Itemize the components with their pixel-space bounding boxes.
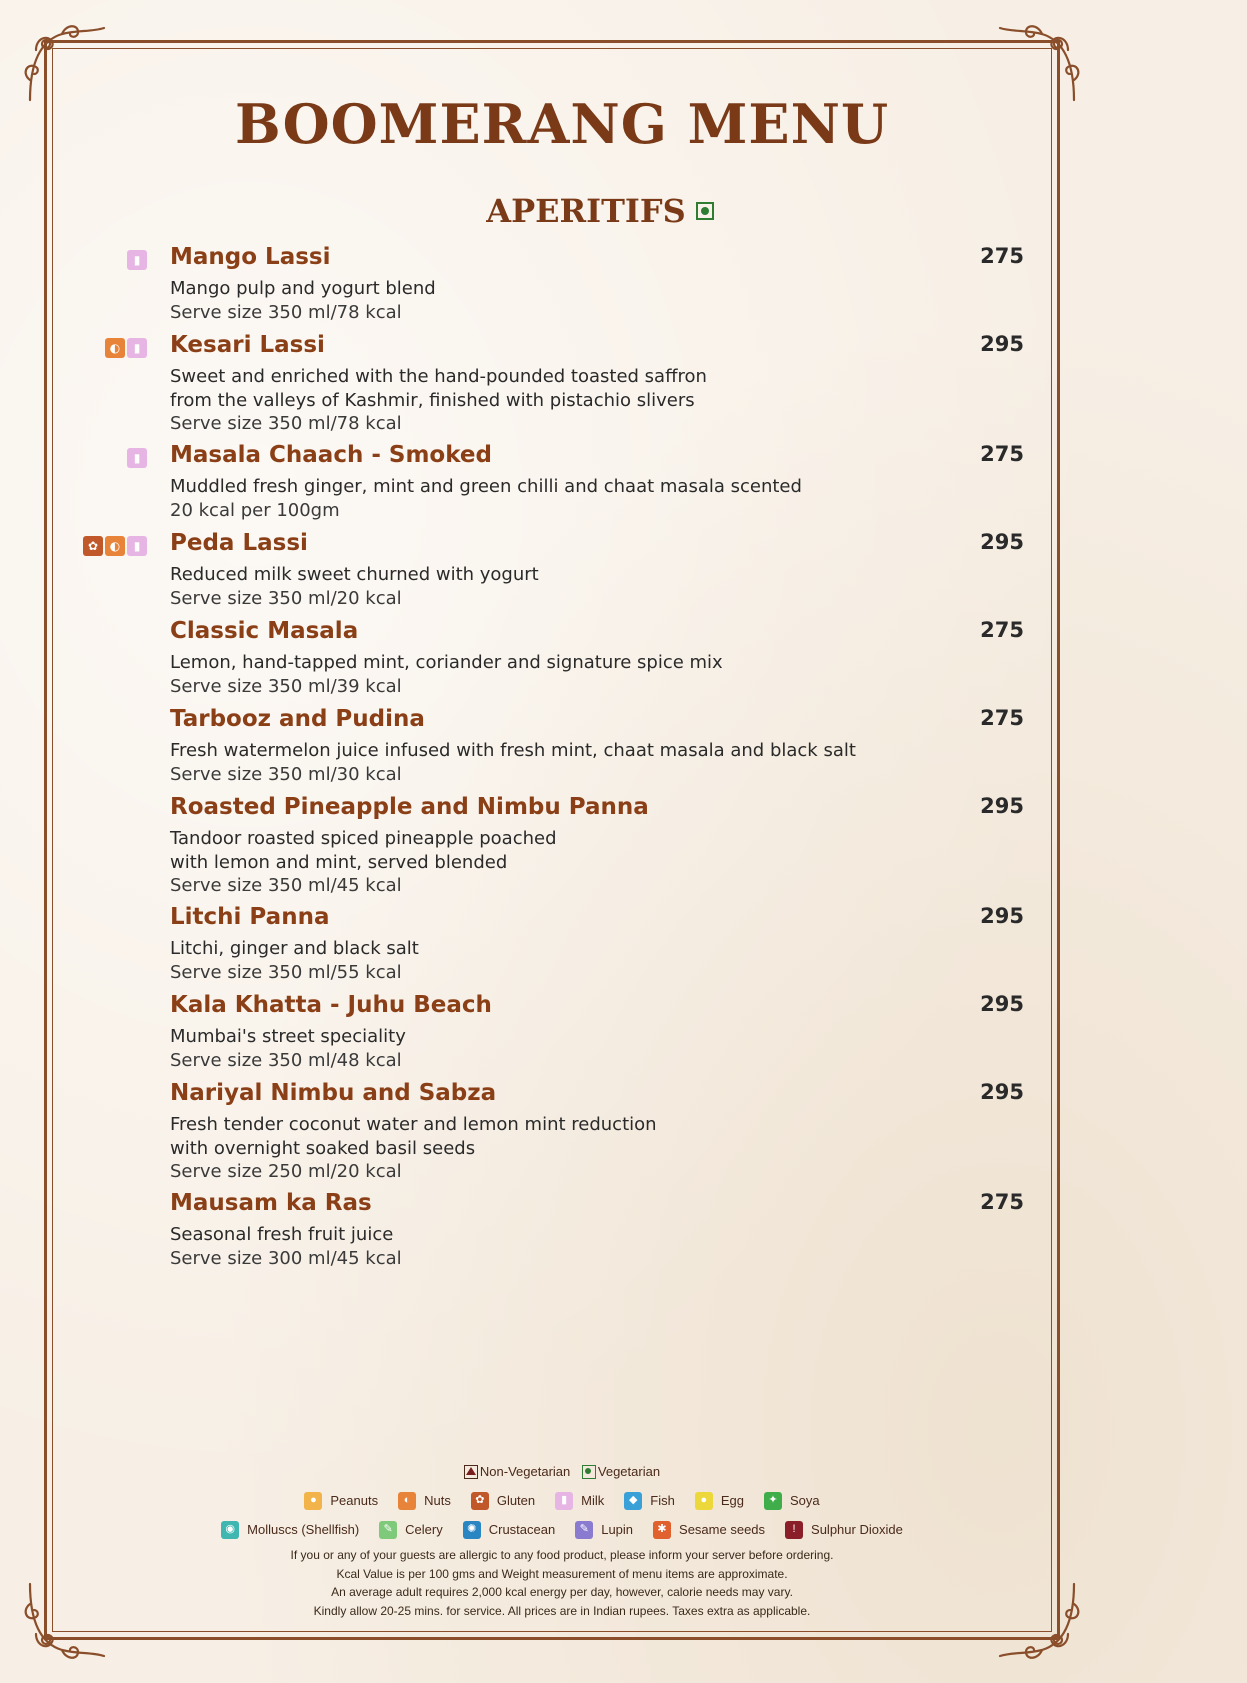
item-description: Sweet and enriched with the hand-pounded toasted saffron bbox=[170, 366, 707, 387]
item-description: with overnight soaked basil seeds bbox=[170, 1137, 476, 1159]
item-name: Peda Lassi bbox=[170, 530, 308, 556]
celery-icon: ✎ bbox=[379, 1521, 397, 1539]
lupin-icon: ✎ bbox=[575, 1521, 593, 1539]
milk-icon: ▮ bbox=[127, 250, 147, 270]
section-heading bbox=[0, 192, 1200, 230]
legend-veg-label: Vegetarian bbox=[597, 1464, 661, 1479]
legend-label: Sulphur Dioxide bbox=[811, 1522, 903, 1537]
item-description: Litchi, ginger and black salt bbox=[170, 938, 419, 959]
peanut-icon: ● bbox=[304, 1492, 322, 1510]
sesame-icon: ✱ bbox=[653, 1521, 671, 1539]
wheat-icon: ✿ bbox=[471, 1492, 489, 1510]
legend-sulphur bbox=[785, 1521, 903, 1539]
item-description: Reduced milk sweet churned with yogurt bbox=[170, 564, 539, 585]
legend-label: Nuts bbox=[424, 1493, 451, 1508]
non-vegetarian-icon bbox=[464, 1465, 478, 1479]
milk-icon: ▮ bbox=[555, 1492, 573, 1510]
milk-icon: ▮ bbox=[127, 338, 147, 358]
legend-gluten bbox=[471, 1492, 535, 1510]
menu-title: BOOMERANG MENU bbox=[234, 92, 890, 156]
item-serve-size: Serve size 350 ml/39 kcal bbox=[170, 675, 402, 697]
item-name: Nariyal Nimbu and Sabza bbox=[170, 1080, 497, 1106]
legend-egg bbox=[695, 1492, 744, 1510]
item-details bbox=[170, 365, 707, 436]
item-details bbox=[170, 739, 856, 786]
crustacean-icon: ✺ bbox=[463, 1521, 481, 1539]
item-price: 295 bbox=[980, 904, 1024, 928]
mollusc-icon: ◉ bbox=[221, 1521, 239, 1539]
item-name: Masala Chaach - Smoked bbox=[170, 442, 492, 468]
item-details bbox=[170, 937, 419, 984]
item-name: Mango Lassi bbox=[170, 244, 331, 270]
allergen-icons bbox=[127, 250, 147, 270]
item-price: 275 bbox=[980, 442, 1024, 466]
item-serve-size: Serve size 350 ml/78 kcal bbox=[170, 413, 402, 434]
legend-milk bbox=[555, 1492, 604, 1510]
item-serve-size: Serve size 300 ml/45 kcal bbox=[170, 1247, 402, 1269]
egg-icon: ● bbox=[695, 1492, 713, 1510]
item-serve-size: Serve size 350 ml/20 kcal bbox=[170, 587, 402, 609]
item-name: Mausam ka Ras bbox=[170, 1190, 372, 1216]
vegetarian-icon bbox=[696, 202, 714, 220]
legend-label: Milk bbox=[581, 1493, 605, 1508]
item-description: Fresh tender coconut water and lemon mint reduction bbox=[170, 1114, 657, 1135]
item-details bbox=[170, 563, 539, 610]
legend-label: Gluten bbox=[496, 1493, 536, 1508]
item-details bbox=[170, 475, 802, 522]
milk-icon: ▮ bbox=[127, 448, 147, 468]
wheat-icon: ✿ bbox=[83, 536, 103, 556]
item-price: 295 bbox=[980, 1080, 1024, 1104]
legend-nuts bbox=[398, 1492, 451, 1510]
legend-lupin bbox=[575, 1521, 633, 1539]
legend-label: Crustacean bbox=[488, 1522, 556, 1537]
section-title: APERITIFS bbox=[486, 192, 686, 230]
sulphur-icon: ! bbox=[785, 1521, 803, 1539]
item-price: 295 bbox=[980, 332, 1024, 356]
item-details bbox=[170, 1113, 657, 1184]
item-details bbox=[170, 827, 557, 898]
allergen-icons bbox=[127, 448, 147, 468]
item-details bbox=[170, 1223, 402, 1270]
item-description: Lemon, hand-tapped mint, coriander and signature spice mix bbox=[170, 652, 723, 673]
legend-label: Molluscs (Shellfish) bbox=[247, 1522, 360, 1537]
footer-note: An average adult requires 2,000 kcal energy per day, however, calorie needs may vary. bbox=[331, 1585, 793, 1599]
legend-crustacean bbox=[463, 1521, 555, 1539]
legend-label: Celery bbox=[405, 1522, 443, 1537]
item-description: Fresh watermelon juice infused with fresh mint, chaat masala and black salt bbox=[170, 740, 856, 761]
allergen-icons bbox=[105, 338, 147, 358]
legend-fish bbox=[624, 1492, 675, 1510]
item-serve-size: Serve size 350 ml/48 kcal bbox=[170, 1049, 402, 1071]
legend-label: Soya bbox=[789, 1493, 820, 1508]
item-serve-size: Serve size 350 ml/55 kcal bbox=[170, 961, 402, 983]
nut-icon: ◐ bbox=[398, 1492, 416, 1510]
allergen-legend-row-2 bbox=[0, 1520, 1124, 1539]
footer-notes bbox=[0, 1546, 1124, 1620]
item-description: from the valleys of Kashmir, finished with pistachio slivers bbox=[170, 389, 695, 411]
fish-icon: ◆ bbox=[624, 1492, 642, 1510]
legend-non-veg bbox=[464, 1464, 570, 1479]
allergen-icons bbox=[83, 536, 147, 556]
legend-label: Sesame seeds bbox=[679, 1522, 766, 1537]
item-price: 295 bbox=[980, 992, 1024, 1016]
item-price: 275 bbox=[980, 706, 1024, 730]
item-name: Classic Masala bbox=[170, 618, 359, 644]
item-name: Kesari Lassi bbox=[170, 332, 325, 358]
item-price: 275 bbox=[980, 244, 1024, 268]
legend-non-veg-label: Non-Vegetarian bbox=[479, 1464, 571, 1479]
item-description: Seasonal fresh fruit juice bbox=[170, 1224, 394, 1245]
footer-note: If you or any of your guests are allergic to any food product, please inform your server before ordering. bbox=[290, 1548, 834, 1562]
item-description: with lemon and mint, served blended bbox=[170, 851, 508, 873]
legend-veg bbox=[582, 1464, 660, 1479]
item-details bbox=[170, 651, 723, 698]
soya-icon: ✦ bbox=[764, 1492, 782, 1510]
item-serve-size: Serve size 350 ml/45 kcal bbox=[170, 875, 402, 896]
item-details bbox=[170, 277, 436, 324]
item-name: Kala Khatta - Juhu Beach bbox=[170, 992, 492, 1018]
item-details bbox=[170, 1025, 406, 1072]
footer-note: Kcal Value is per 100 gms and Weight measurement of menu items are approximate. bbox=[336, 1566, 788, 1581]
nut-icon: ◐ bbox=[105, 338, 125, 358]
item-name: Roasted Pineapple and Nimbu Panna bbox=[170, 794, 649, 820]
allergen-legend-row-1 bbox=[0, 1491, 1124, 1510]
legend-label: Peanuts bbox=[330, 1493, 379, 1508]
nut-icon: ◐ bbox=[105, 536, 125, 556]
item-serve-size: 20 kcal per 100gm bbox=[170, 499, 340, 521]
legend-peanuts bbox=[304, 1492, 378, 1510]
legend-celery bbox=[379, 1521, 443, 1539]
legend-molluscs bbox=[221, 1521, 359, 1539]
item-price: 275 bbox=[980, 1190, 1024, 1214]
legend-soya bbox=[764, 1492, 820, 1510]
diet-legend bbox=[0, 1464, 1124, 1482]
item-serve-size: Serve size 350 ml/30 kcal bbox=[170, 763, 402, 785]
milk-icon: ▮ bbox=[127, 536, 147, 556]
item-description: Mango pulp and yogurt blend bbox=[170, 278, 436, 299]
item-description: Muddled fresh ginger, mint and green chilli and chaat masala scented bbox=[170, 476, 802, 497]
item-name: Tarbooz and Pudina bbox=[170, 706, 425, 732]
legend-label: Fish bbox=[650, 1493, 675, 1508]
footer-note: Kindly allow 20-25 mins. for service. All prices are in Indian rupees. Taxes extra as applicable. bbox=[313, 1603, 811, 1618]
item-price: 295 bbox=[980, 530, 1024, 554]
legend-label: Lupin bbox=[601, 1522, 634, 1537]
item-name: Litchi Panna bbox=[170, 904, 330, 930]
item-price: 295 bbox=[980, 794, 1024, 818]
legend-sesame bbox=[653, 1521, 765, 1539]
vegetarian-icon bbox=[582, 1465, 596, 1479]
item-description: Tandoor roasted spiced pineapple poached bbox=[170, 828, 557, 849]
legend-label: Egg bbox=[720, 1493, 744, 1508]
item-price: 275 bbox=[980, 618, 1024, 642]
item-description: Mumbai's street speciality bbox=[170, 1026, 406, 1047]
item-serve-size: Serve size 350 ml/78 kcal bbox=[170, 301, 402, 323]
item-serve-size: Serve size 250 ml/20 kcal bbox=[170, 1161, 402, 1182]
